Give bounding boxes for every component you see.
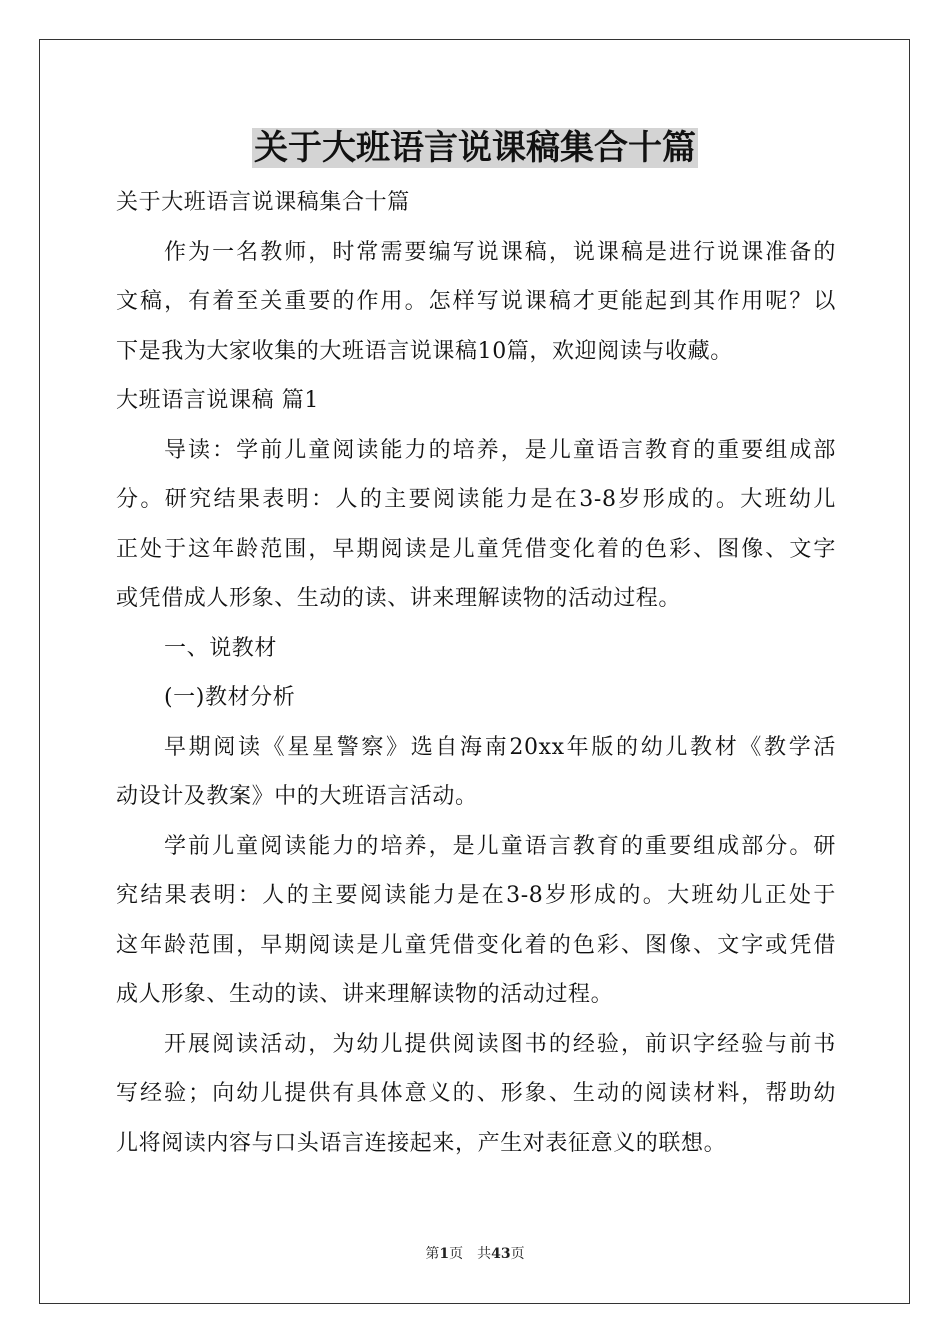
text-line: 分。研究结果表明：人的主要阅读能力是在3-8岁形成的。大班幼儿: [116, 487, 836, 512]
text-line: (一)教材分析: [164, 685, 296, 710]
text-line: 正处于这年龄范围，早期阅读是儿童凭借变化着的色彩、图像、文字: [116, 536, 836, 562]
text-line: 大班语言说课稿 篇1: [116, 388, 319, 413]
footer-total-pages: 43: [491, 1246, 511, 1262]
footer-page-number: 1: [439, 1246, 450, 1262]
text-line: 早期阅读《星星警察》选自海南20xx年版的幼儿教材《教学活: [164, 734, 836, 760]
text-line: 动设计及教案》中的大班语言活动。: [116, 784, 478, 809]
text-line: 关于大班语言说课稿集合十篇: [116, 190, 410, 215]
footer-mid: 页 共: [449, 1246, 492, 1262]
text-line: 学前儿童阅读能力的培养，是儿童语言教育的重要组成部分。研: [164, 833, 836, 859]
text-line: 一、说教材: [164, 635, 278, 661]
text-line: 或凭借成人形象、生动的读、讲来理解读物的活动过程。: [116, 586, 682, 611]
text-line: 究结果表明：人的主要阅读能力是在3-8岁形成的。大班幼儿正处于: [116, 883, 836, 908]
page-footer: [0, 1244, 950, 1264]
document-body: [116, 178, 836, 1168]
footer-suffix: 页: [510, 1246, 525, 1262]
text-line: 导读：学前儿童阅读能力的培养，是儿童语言教育的重要组成部: [164, 437, 836, 463]
text-line: 儿将阅读内容与口头语言连接起来，产生对表征意义的联想。: [116, 1130, 727, 1156]
text-line: 写经验；向幼儿提供有具体意义的、形象、生动的阅读材料，帮助幼: [116, 1081, 836, 1106]
text-line: 这年龄范围，早期阅读是儿童凭借变化着的色彩、图像、文字或凭借: [116, 932, 836, 958]
document-title: [0, 124, 950, 172]
text-line: 作为一名教师，时常需要编写说课稿，说课稿是进行说课准备的: [164, 239, 836, 265]
text-line: 下是我为大家收集的大班语言说课稿10篇，欢迎阅读与收藏。: [116, 338, 733, 364]
text-line: 文稿，有着至关重要的作用。怎样写说课稿才更能起到其作用呢？以: [116, 289, 836, 314]
text-line: 成人形象、生动的读、讲来理解读物的活动过程。: [116, 982, 614, 1007]
footer-prefix: 第: [425, 1246, 440, 1262]
text-line: 开展阅读活动，为幼儿提供阅读图书的经验，前识字经验与前书: [164, 1031, 836, 1057]
document-title-text: 关于大班语言说课稿集合十篇: [254, 128, 696, 168]
